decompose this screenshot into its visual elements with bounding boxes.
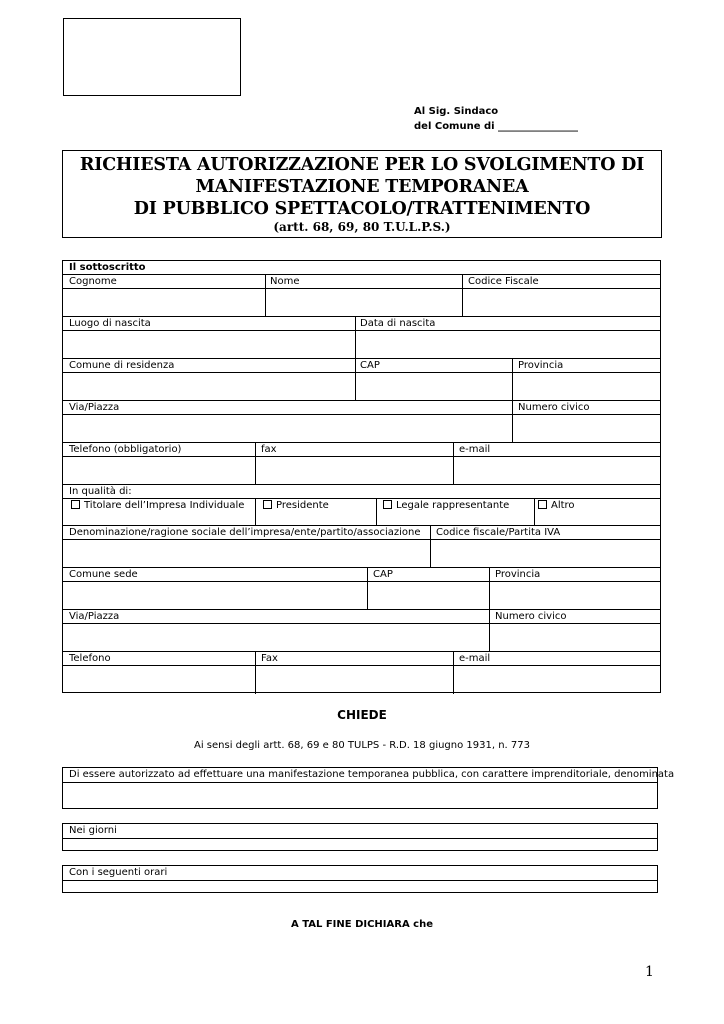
label-company-numero-civico: Numero civico bbox=[495, 611, 567, 622]
applicant-heading: Il sottoscritto bbox=[69, 262, 146, 273]
event-box bbox=[62, 767, 675, 809]
label-hours: Con i seguenti orari bbox=[69, 867, 168, 878]
label-nome: Nome bbox=[270, 276, 300, 287]
company-provincia-field[interactable] bbox=[490, 582, 661, 608]
label-denominazione: Denominazione/ragione sociale dell’impresa/ente/partito/associazione bbox=[69, 527, 421, 538]
label-cognome: Cognome bbox=[69, 276, 117, 287]
stamp-box bbox=[63, 18, 241, 96]
role-option-presidente[interactable]: Presidente bbox=[263, 500, 329, 512]
label-codice-fiscale-piva: Codice fiscale/Partita IVA bbox=[436, 527, 561, 538]
title-box bbox=[62, 150, 662, 238]
role-heading: In qualità di: bbox=[69, 486, 132, 497]
label-data-nascita: Data di nascita bbox=[360, 318, 436, 329]
title-line-3: DI PUBBLICO SPETTACOLO/TRATTENIMENTO bbox=[133, 199, 591, 219]
label-comune-residenza: Comune di residenza bbox=[69, 360, 175, 371]
cap-field[interactable] bbox=[356, 373, 511, 399]
checkbox-icon[interactable] bbox=[538, 500, 547, 509]
role-option-legale-rappresentante[interactable]: Legale rappresentante bbox=[383, 500, 509, 512]
company-cap-field[interactable] bbox=[368, 582, 488, 608]
company-numero-civico-field[interactable] bbox=[490, 624, 661, 650]
days-box bbox=[62, 823, 658, 851]
hours-box bbox=[62, 865, 658, 893]
label-company-telefono: Telefono bbox=[69, 653, 111, 664]
email-field[interactable] bbox=[454, 457, 661, 483]
checkbox-icon[interactable] bbox=[383, 500, 392, 509]
cognome-field[interactable] bbox=[63, 289, 264, 315]
label-company-via: Via/Piazza bbox=[69, 611, 120, 622]
label-cap: CAP bbox=[360, 360, 380, 371]
recipient-line-2: del Comune di ________________ bbox=[414, 121, 579, 132]
comune-residenza-field[interactable] bbox=[63, 373, 354, 399]
codice-fiscale-piva-field[interactable] bbox=[431, 540, 661, 566]
fax-field[interactable] bbox=[256, 457, 452, 483]
label-company-cap: CAP bbox=[373, 569, 393, 580]
title-subtitle: (artt. 68, 69, 80 T.U.L.P.S.) bbox=[273, 220, 451, 234]
label-event: Di essere autorizzato ad effettuare una manifestazione temporanea pubblica, con carattere imprenditoriale, denominata bbox=[69, 769, 675, 780]
telefono-field[interactable] bbox=[63, 457, 254, 483]
label-company-email: e-mail bbox=[459, 653, 491, 664]
company-fax-field[interactable] bbox=[256, 666, 452, 693]
codice-fiscale-field[interactable] bbox=[463, 289, 661, 315]
event-name-field[interactable] bbox=[63, 783, 657, 808]
recipient-line-1: Al Sig. Sindaco bbox=[414, 106, 499, 117]
applicant-form bbox=[62, 260, 661, 693]
label-codice-fiscale: Codice Fiscale bbox=[468, 276, 539, 287]
declaration-heading: A TAL FINE DICHIARA che bbox=[290, 919, 434, 930]
label-company-provincia: Provincia bbox=[495, 569, 541, 580]
label-email: e-mail bbox=[459, 444, 491, 455]
label-comune-sede: Comune sede bbox=[69, 569, 138, 580]
company-email-field[interactable] bbox=[454, 666, 661, 693]
title-line-1: RICHIESTA AUTORIZZAZIONE PER LO SVOLGIMENTO DI bbox=[79, 155, 645, 175]
label-numero-civico: Numero civico bbox=[518, 402, 590, 413]
request-heading: CHIEDE bbox=[337, 708, 387, 722]
label-company-fax: Fax bbox=[261, 653, 278, 664]
checkbox-icon[interactable] bbox=[71, 500, 80, 509]
title-line-2: MANIFESTAZIONE TEMPORANEA bbox=[195, 177, 529, 197]
label-telefono: Telefono (obbligatorio) bbox=[69, 444, 182, 455]
label-days: Nei giorni bbox=[69, 825, 117, 836]
label-via: Via/Piazza bbox=[69, 402, 120, 413]
provincia-field[interactable] bbox=[513, 373, 661, 399]
role-option-titolare[interactable]: Titolare dell’Impresa Individuale bbox=[71, 500, 244, 512]
hours-field[interactable] bbox=[63, 881, 657, 892]
request-reference: Ai sensi degli artt. 68, 69 e 80 TULPS - R.D. 18 giugno 1931, n. 773 bbox=[193, 740, 530, 751]
label-luogo-nascita: Luogo di nascita bbox=[69, 318, 151, 329]
days-field[interactable] bbox=[63, 839, 657, 850]
via-field[interactable] bbox=[63, 415, 511, 441]
nome-field[interactable] bbox=[266, 289, 461, 315]
numero-civico-field[interactable] bbox=[513, 415, 661, 441]
denominazione-field[interactable] bbox=[63, 540, 429, 566]
checkbox-icon[interactable] bbox=[263, 500, 272, 509]
label-fax: fax bbox=[261, 444, 277, 455]
company-via-field[interactable] bbox=[63, 624, 488, 650]
luogo-nascita-field[interactable] bbox=[63, 331, 354, 357]
role-option-altro[interactable]: Altro bbox=[538, 500, 575, 512]
company-telefono-field[interactable] bbox=[63, 666, 254, 693]
data-nascita-field[interactable] bbox=[356, 331, 661, 357]
page-number: 1 bbox=[645, 964, 654, 980]
label-provincia: Provincia bbox=[518, 360, 564, 371]
comune-sede-field[interactable] bbox=[63, 582, 366, 608]
